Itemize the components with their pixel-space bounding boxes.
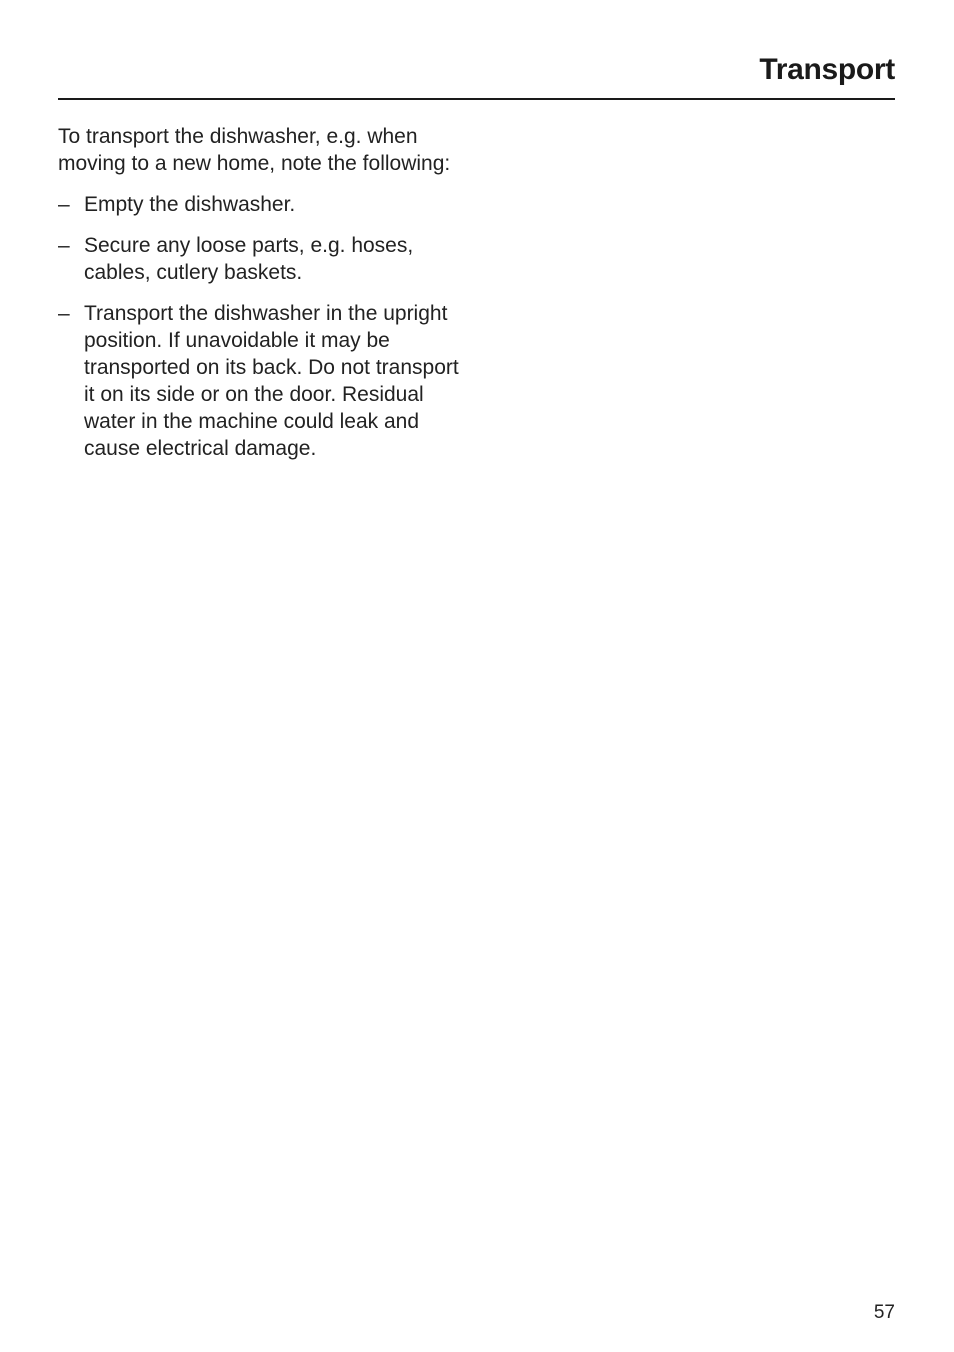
title-divider bbox=[58, 98, 895, 100]
intro-paragraph: To transport the dishwasher, e.g. when moving to a new home, note the following: bbox=[58, 125, 451, 175]
list-item bbox=[58, 232, 463, 286]
page-title: Transport bbox=[759, 53, 895, 86]
transport-steps-list bbox=[58, 191, 463, 462]
list-item bbox=[58, 300, 463, 462]
dash-bullet: – bbox=[58, 234, 70, 257]
main-content bbox=[58, 123, 463, 476]
dash-bullet: – bbox=[58, 302, 70, 325]
list-item-text: Empty the dishwasher. bbox=[84, 193, 296, 216]
dash-bullet: – bbox=[58, 193, 70, 216]
list-item-text: Secure any loose parts, e.g. hoses, cables, cutlery baskets. bbox=[84, 234, 414, 284]
page-number: 57 bbox=[873, 1302, 895, 1323]
list-item bbox=[58, 191, 463, 218]
list-item-text: Transport the dishwasher in the upright position. If unavoidable it may be transported on its back. Do not transport it on its side or on the door. Residual water in the machine could leak and cause electrical damage. bbox=[84, 302, 459, 460]
